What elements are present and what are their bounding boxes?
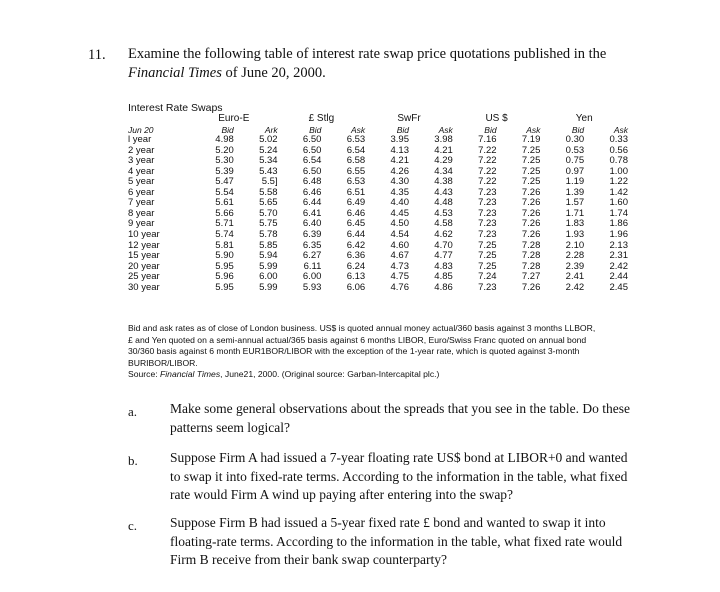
source-rest: , June21, 2000. (Original source: Garban-Intercapital plc.) bbox=[220, 369, 440, 380]
rate-cell: 4.30 bbox=[390, 176, 409, 188]
rate-cell: 5.24 bbox=[259, 144, 278, 156]
notes-line-1: Bid and ask rates as of close of London business. US$ is quoted annual money actual/360 basis against 3 months LLBOR, bbox=[128, 323, 596, 333]
rate-cell: 6.50 bbox=[302, 134, 322, 146]
table-row bbox=[128, 262, 628, 273]
rate-cell: 7.23 bbox=[478, 229, 497, 241]
column-header: Ask bbox=[613, 124, 628, 135]
rate-cell: 7.25 bbox=[521, 176, 541, 188]
rate-cell: 5.47 bbox=[215, 176, 234, 188]
maturity-cell: 8 year bbox=[128, 207, 155, 219]
rate-cell: 4.83 bbox=[434, 260, 453, 272]
notes-line-3: 30/360 basis against 6 month EUR1BOR/LIBOR with the exception of the 1-year rate, which is quoted against 3-month bbox=[128, 346, 580, 357]
table-row bbox=[128, 188, 628, 199]
rate-cell: 1.39 bbox=[565, 186, 585, 198]
rate-cell: 5.30 bbox=[215, 155, 234, 167]
rate-cell: 5.71 bbox=[215, 218, 234, 230]
question-text bbox=[128, 45, 648, 83]
table-row bbox=[128, 230, 628, 241]
rate-cell: 5.43 bbox=[259, 165, 278, 177]
rate-cell: 1.83 bbox=[565, 218, 585, 230]
rate-cell: 4.54 bbox=[390, 229, 409, 241]
rate-cell: 4.76 bbox=[390, 281, 409, 293]
rate-cell: 7.23 bbox=[478, 281, 497, 293]
rate-cell: 6.49 bbox=[346, 197, 366, 209]
rate-cell: 5.78 bbox=[259, 229, 278, 241]
rate-cell: 4.34 bbox=[434, 165, 453, 177]
table-row bbox=[128, 209, 628, 220]
maturity-cell: 4 year bbox=[128, 165, 155, 177]
currency-header: US $ bbox=[485, 113, 508, 124]
notes-line-4: BURIBOR/LIBOR. bbox=[128, 357, 198, 368]
rate-cell: 7.22 bbox=[478, 165, 497, 177]
rate-cell: 5.74 bbox=[215, 229, 234, 241]
rate-cell: 6.44 bbox=[346, 229, 366, 241]
question-text-after: of June 20, 2000. bbox=[221, 65, 326, 81]
rate-cell: 7.26 bbox=[521, 207, 541, 219]
table-row bbox=[128, 283, 628, 294]
rate-cell: 5.5] bbox=[261, 176, 278, 188]
rate-cell: 2.45 bbox=[609, 281, 628, 293]
rate-cell: 6.27 bbox=[302, 250, 322, 262]
rate-cell: 2.44 bbox=[609, 271, 628, 283]
rate-cell: 7.19 bbox=[521, 134, 541, 146]
table-row bbox=[128, 219, 628, 230]
rate-cell: 6.39 bbox=[302, 229, 322, 241]
column-header: Bid bbox=[484, 124, 497, 135]
rate-cell: 5.02 bbox=[259, 134, 278, 146]
rate-cell: 1.60 bbox=[609, 197, 628, 209]
rate-cell: 5.95 bbox=[215, 281, 234, 293]
column-header: Ark bbox=[264, 124, 278, 135]
rate-cell: 6.40 bbox=[302, 218, 322, 230]
rate-cell: 4.40 bbox=[390, 197, 409, 209]
part-a-text: Make some general observations about the spreads that you see in the table. Do these patterns seem logical? bbox=[170, 401, 630, 435]
maturity-cell: 15 year bbox=[128, 250, 160, 262]
rate-cell: 5.94 bbox=[259, 250, 278, 262]
table-title: Interest Rate Swaps bbox=[128, 102, 223, 114]
rate-cell: 4.67 bbox=[390, 250, 409, 262]
maturity-cell: 10 year bbox=[128, 229, 160, 241]
table-row bbox=[128, 177, 628, 188]
notes-line-2: £ and Yen quoted on a semi-annual actual/365 basis against 6 months LIBOR, Euro/Swiss Franc quoted on annual bond bbox=[128, 334, 587, 345]
table-row bbox=[128, 251, 628, 262]
maturity-cell: 30 year bbox=[128, 281, 160, 293]
rate-cell: 6.36 bbox=[346, 250, 366, 262]
rate-cell: 7.26 bbox=[521, 218, 541, 230]
notes-source bbox=[128, 369, 648, 381]
maturity-cell: 2 year bbox=[128, 144, 155, 156]
rate-cell: 1.00 bbox=[609, 165, 628, 177]
rate-cell: 2.31 bbox=[609, 250, 628, 262]
rate-cell: 4.75 bbox=[390, 271, 409, 283]
rate-cell: 0.97 bbox=[565, 165, 585, 177]
currency-header: Yen bbox=[575, 113, 593, 124]
rate-cell: 5.70 bbox=[259, 207, 278, 219]
maturity-cell: 3 year bbox=[128, 155, 155, 167]
rate-cell: 7.27 bbox=[521, 271, 541, 283]
rate-cell: 7.28 bbox=[521, 250, 541, 262]
rate-cell: 2.42 bbox=[609, 260, 628, 272]
table-row bbox=[128, 135, 628, 146]
rate-cell: 5.81 bbox=[215, 239, 234, 251]
rate-cell: 6.53 bbox=[346, 176, 366, 188]
rate-cell: 4.73 bbox=[390, 260, 409, 272]
question-source: Financial Times bbox=[128, 65, 222, 81]
part-b-text: Suppose Firm A had issued a 7-year floating rate US$ bond at LIBOR+0 and wanted to swap it into fixed-rate terms. According to the information in the table, what fixed rate would Firm A wind up paying after entering into the swap? bbox=[170, 450, 628, 502]
rate-cell: 1.96 bbox=[609, 229, 628, 241]
rate-cell: 5.54 bbox=[215, 186, 234, 198]
rate-cell: 5.65 bbox=[259, 197, 278, 209]
rate-cell: 6.00 bbox=[259, 271, 278, 283]
rate-cell: 5.20 bbox=[215, 144, 234, 156]
table-row bbox=[128, 272, 628, 283]
rate-cell: 4.43 bbox=[434, 186, 453, 198]
rate-cell: 7.23 bbox=[478, 218, 497, 230]
maturity-cell: 12 year bbox=[128, 239, 160, 251]
rate-cell: 4.50 bbox=[390, 218, 409, 230]
rate-cell: 6.13 bbox=[346, 271, 366, 283]
rate-cell: 4.45 bbox=[390, 207, 409, 219]
rate-cell: 4.53 bbox=[434, 207, 453, 219]
currency-header: SwFr bbox=[397, 113, 421, 124]
rate-cell: 4.58 bbox=[434, 218, 453, 230]
rate-cell: 7.26 bbox=[521, 186, 541, 198]
maturity-cell: 7 year bbox=[128, 197, 155, 209]
question-number: 11. bbox=[88, 47, 106, 63]
rate-cell: 5.34 bbox=[259, 155, 278, 167]
maturity-cell: 25 year bbox=[128, 271, 160, 283]
rate-cell: 5.39 bbox=[215, 165, 234, 177]
rate-cell: 1.71 bbox=[565, 207, 585, 219]
rate-cell: 5.99 bbox=[259, 260, 278, 272]
rate-cell: 0.53 bbox=[565, 144, 585, 156]
rate-cell: 4.85 bbox=[434, 271, 453, 283]
rate-cell: 4.26 bbox=[390, 165, 409, 177]
currency-header-row bbox=[128, 114, 628, 125]
rate-cell: 2.28 bbox=[565, 250, 585, 262]
rate-cell: 7.16 bbox=[478, 134, 497, 146]
rate-cell: 6.45 bbox=[346, 218, 366, 230]
rate-cell: 1.74 bbox=[609, 207, 628, 219]
rate-cell: 5.95 bbox=[215, 260, 234, 272]
rate-cell: 2.42 bbox=[565, 281, 585, 293]
rate-cell: 3.98 bbox=[434, 134, 453, 146]
rate-cell: 6.46 bbox=[302, 186, 322, 198]
rate-cell: 7.25 bbox=[478, 239, 497, 251]
rate-cell: 7.28 bbox=[521, 260, 541, 272]
rate-cell: 6.44 bbox=[302, 197, 322, 209]
rate-cell: 7.25 bbox=[521, 155, 541, 167]
rate-cell: 2.41 bbox=[565, 271, 585, 283]
rate-cell: 1.86 bbox=[609, 218, 628, 230]
rate-cell: 4.77 bbox=[434, 250, 453, 262]
column-header: Ask bbox=[438, 124, 453, 135]
rate-cell: 4.60 bbox=[390, 239, 409, 251]
rate-cell: 1.42 bbox=[609, 186, 628, 198]
rate-cell: 6.53 bbox=[346, 134, 366, 146]
rate-cell: 7.25 bbox=[478, 250, 497, 262]
rate-cell: 1.57 bbox=[565, 197, 585, 209]
rate-cell: 4.86 bbox=[434, 281, 453, 293]
maturity-cell: 20 year bbox=[128, 260, 160, 272]
rate-cell: 6.46 bbox=[346, 207, 366, 219]
rate-cell: 5.93 bbox=[302, 281, 322, 293]
bid-ask-header-row bbox=[128, 125, 628, 136]
rate-cell: 5.66 bbox=[215, 207, 234, 219]
date-header: Jun 20 bbox=[128, 124, 154, 135]
rate-cell: 7.28 bbox=[521, 239, 541, 251]
column-header: Bid bbox=[221, 124, 234, 135]
rate-cell: 4.38 bbox=[434, 176, 453, 188]
table-row bbox=[128, 167, 628, 178]
source-label: Source: bbox=[128, 369, 161, 380]
maturity-cell: 5 year bbox=[128, 176, 155, 188]
part-c-text: Suppose Firm B had issued a 5-year fixed rate £ bond and wanted to swap it into floating-rate terms. According to the information in the table, what fixed rate would Firm B receive from their bank swap counterparty? bbox=[170, 515, 623, 567]
rate-cell: 1.93 bbox=[565, 229, 585, 241]
rate-cell: 5.99 bbox=[259, 281, 278, 293]
currency-header: Euro-E bbox=[218, 113, 250, 124]
rate-cell: 5.85 bbox=[259, 239, 278, 251]
rate-cell: 7.26 bbox=[521, 281, 541, 293]
rate-cell: 6.50 bbox=[302, 165, 322, 177]
part-a-label: a. bbox=[128, 404, 138, 419]
table-notes bbox=[128, 323, 648, 381]
table-row bbox=[128, 156, 628, 167]
rate-cell: 7.22 bbox=[478, 144, 497, 156]
rate-cell: 6.54 bbox=[302, 155, 322, 167]
rate-cell: 0.30 bbox=[565, 134, 585, 146]
rate-cell: 6.00 bbox=[302, 271, 322, 283]
rate-cell: 0.78 bbox=[609, 155, 628, 167]
rate-cell: 4.21 bbox=[390, 155, 409, 167]
rate-cell: 7.26 bbox=[521, 229, 541, 241]
rate-cell: 7.24 bbox=[478, 271, 497, 283]
rate-cell: 6.41 bbox=[302, 207, 322, 219]
rate-cell: 6.24 bbox=[346, 260, 366, 272]
rate-cell: 4.21 bbox=[434, 144, 453, 156]
rate-cell: 0.75 bbox=[565, 155, 585, 167]
rate-cell: 4.48 bbox=[434, 197, 453, 209]
rate-cell: 6.58 bbox=[346, 155, 366, 167]
table-row bbox=[128, 146, 628, 157]
part-c-label: c. bbox=[128, 518, 138, 533]
rate-cell: 7.22 bbox=[478, 155, 497, 167]
rate-cell: 6.51 bbox=[346, 186, 366, 198]
rate-cell: 2.13 bbox=[609, 239, 628, 251]
rate-cell: 4.13 bbox=[390, 144, 409, 156]
rate-cell: 7.25 bbox=[478, 260, 497, 272]
source-publication: Financial Times bbox=[160, 369, 221, 380]
rate-cell: 5.90 bbox=[215, 250, 234, 262]
header-blank bbox=[128, 114, 190, 125]
rate-cell: 6.50 bbox=[302, 144, 322, 156]
column-header: Bid bbox=[396, 124, 409, 135]
column-header: Ask bbox=[526, 124, 541, 135]
rate-cell: 4.98 bbox=[215, 134, 234, 146]
question-text-before: Examine the following table of interest rate swap price quotations published in the bbox=[128, 46, 607, 62]
rate-cell: 5.58 bbox=[259, 186, 278, 198]
rate-cell: 2.10 bbox=[565, 239, 585, 251]
rate-cell: 5.61 bbox=[215, 197, 234, 209]
rate-cell: 5.96 bbox=[215, 271, 234, 283]
rate-cell: 4.62 bbox=[434, 229, 453, 241]
rate-cell: 6.42 bbox=[346, 239, 366, 251]
rate-cell: 7.22 bbox=[478, 176, 497, 188]
swap-rates-table bbox=[128, 114, 628, 293]
rate-cell: 7.25 bbox=[521, 144, 541, 156]
rate-cell: 4.29 bbox=[434, 155, 453, 167]
rate-cell: 4.70 bbox=[434, 239, 453, 251]
rate-cell: 3.95 bbox=[390, 134, 409, 146]
rate-cell: 7.23 bbox=[478, 197, 497, 209]
rate-cell: 6.55 bbox=[346, 165, 366, 177]
maturity-cell: 6 year bbox=[128, 186, 155, 198]
column-header: Bid bbox=[309, 124, 322, 135]
rate-cell: 1.22 bbox=[609, 176, 628, 188]
maturity-cell: l year bbox=[128, 134, 152, 146]
rate-cell: 6.35 bbox=[302, 239, 322, 251]
rate-cell: 7.26 bbox=[521, 197, 541, 209]
maturity-cell: 9 year bbox=[128, 218, 155, 230]
rate-cell: 1.19 bbox=[565, 176, 585, 188]
rate-cell: 5.75 bbox=[259, 218, 278, 230]
part-b-label: b. bbox=[128, 453, 138, 468]
rate-cell: 7.23 bbox=[478, 207, 497, 219]
rate-cell: 6.06 bbox=[346, 281, 366, 293]
rate-cell: 4.35 bbox=[390, 186, 409, 198]
rate-cell: 0.33 bbox=[609, 134, 628, 146]
rate-cell: 6.11 bbox=[303, 260, 322, 272]
rate-cell: 7.23 bbox=[478, 186, 497, 198]
table-row bbox=[128, 241, 628, 252]
currency-header: £ Stlg bbox=[308, 113, 335, 124]
rate-cell: 6.54 bbox=[346, 144, 366, 156]
rate-cell: 7.25 bbox=[521, 165, 541, 177]
rate-cell: 2.39 bbox=[565, 260, 585, 272]
rate-cell: 0.56 bbox=[609, 144, 628, 156]
column-header: Bid bbox=[571, 124, 585, 135]
table-row bbox=[128, 198, 628, 209]
column-header: Ask bbox=[351, 124, 366, 135]
rate-cell: 6.48 bbox=[302, 176, 322, 188]
